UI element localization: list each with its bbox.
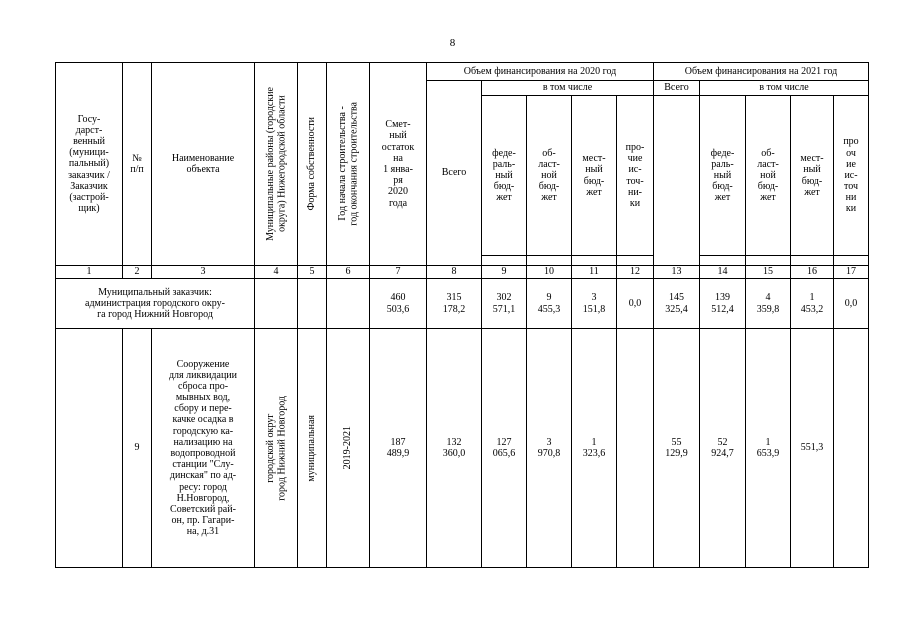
header-fin-2021: Объем финансирования на 2021 год bbox=[654, 63, 869, 81]
column-number: 15 bbox=[746, 266, 791, 279]
column-number: 17 bbox=[834, 266, 869, 279]
header-federal-2020: феде- раль- ный бюд- жет bbox=[482, 96, 527, 256]
column-number: 2 bbox=[123, 266, 152, 279]
summary-empty bbox=[298, 279, 327, 329]
object-federal-2020: 127 065,6 bbox=[482, 329, 527, 568]
column-number: 14 bbox=[700, 266, 746, 279]
header-spacer bbox=[617, 256, 654, 266]
summary-row bbox=[56, 279, 869, 329]
column-number: 5 bbox=[298, 266, 327, 279]
object-ownership: муниципальная bbox=[298, 329, 327, 568]
column-number: 8 bbox=[427, 266, 482, 279]
column-number: 9 bbox=[482, 266, 527, 279]
column-number: 6 bbox=[327, 266, 370, 279]
header-incl-2021: в том числе bbox=[700, 81, 869, 96]
column-number-row bbox=[56, 266, 869, 279]
column-number: 1 bbox=[56, 266, 123, 279]
column-number: 3 bbox=[152, 266, 255, 279]
summary-total-2020: 315 178,2 bbox=[427, 279, 482, 329]
object-regional-2020: 3 970,8 bbox=[527, 329, 572, 568]
summary-other-2021: 0,0 bbox=[834, 279, 869, 329]
summary-other-2020: 0,0 bbox=[617, 279, 654, 329]
object-balance: 187 489,9 bbox=[370, 329, 427, 568]
column-number: 10 bbox=[527, 266, 572, 279]
page-number: 8 bbox=[449, 37, 456, 49]
object-local-2020: 1 323,6 bbox=[572, 329, 617, 568]
object-federal-2021: 52 924,7 bbox=[700, 329, 746, 568]
header-regional-2020: об- ласт- ной бюд- жет bbox=[527, 96, 572, 256]
header-local-2021: мест- ный бюд- жет bbox=[791, 96, 834, 256]
header-number: № п/п bbox=[123, 63, 152, 266]
header-spacer bbox=[700, 256, 746, 266]
column-number: 13 bbox=[654, 266, 700, 279]
header-total-2021: Всего bbox=[654, 81, 700, 96]
column-number: 12 bbox=[617, 266, 654, 279]
summary-local-2021: 1 453,2 bbox=[791, 279, 834, 329]
column-number: 7 bbox=[370, 266, 427, 279]
header-years: Год начала строительства - год окончания строительства bbox=[327, 63, 370, 266]
header-federal-2021: феде- раль- ный бюд- жет bbox=[700, 96, 746, 256]
header-spacer bbox=[482, 256, 527, 266]
header-incl-2020: в том числе bbox=[482, 81, 654, 96]
header-local-2020: мест- ный бюд- жет bbox=[572, 96, 617, 256]
summary-regional-2020: 9 455,3 bbox=[527, 279, 572, 329]
header-fin-2020: Объем финансирования на 2020 год bbox=[427, 63, 654, 81]
summary-empty bbox=[255, 279, 298, 329]
header-regional-2021: об- ласт- ной бюд- жет bbox=[746, 96, 791, 256]
summary-regional-2021: 4 359,8 bbox=[746, 279, 791, 329]
object-district: городской округ город Нижний Новгород bbox=[255, 329, 298, 568]
header-total-2020: Всего bbox=[427, 81, 482, 266]
column-number: 11 bbox=[572, 266, 617, 279]
object-local-2021: 551,3 bbox=[791, 329, 834, 568]
column-number: 4 bbox=[255, 266, 298, 279]
header-spacer bbox=[572, 256, 617, 266]
summary-customer: Муниципальный заказчик: администрация городского окру- га город Нижний Новгород bbox=[56, 279, 255, 329]
header-total-2021-body bbox=[654, 96, 700, 266]
header-other-2021: про оч ие ис- точ ни ки bbox=[834, 96, 869, 256]
column-number: 16 bbox=[791, 266, 834, 279]
header-spacer bbox=[834, 256, 869, 266]
financing-table bbox=[55, 62, 869, 568]
object-total-2020: 132 360,0 bbox=[427, 329, 482, 568]
summary-local-2020: 3 151,8 bbox=[572, 279, 617, 329]
header-spacer bbox=[527, 256, 572, 266]
header-other-2020: про- чие ис- точ- ни- ки bbox=[617, 96, 654, 256]
object-customer bbox=[56, 329, 123, 568]
header-spacer bbox=[746, 256, 791, 266]
summary-federal-2021: 139 512,4 bbox=[700, 279, 746, 329]
header-balance: Смет- ный остаток на 1 янва- ря 2020 года bbox=[370, 63, 427, 266]
header-ownership: Форма собственности bbox=[298, 63, 327, 266]
summary-balance: 460 503,6 bbox=[370, 279, 427, 329]
summary-total-2021: 145 325,4 bbox=[654, 279, 700, 329]
object-total-2021: 55 129,9 bbox=[654, 329, 700, 568]
object-other-2020 bbox=[617, 329, 654, 568]
summary-empty bbox=[327, 279, 370, 329]
header-customer: Госу- дарст- венный (муници- пальный) заказчик / Заказчик (застрой- щик) bbox=[56, 63, 123, 266]
object-number: 9 bbox=[123, 329, 152, 568]
object-row bbox=[56, 329, 869, 568]
object-years: 2019-2021 bbox=[327, 329, 370, 568]
object-regional-2021: 1 653,9 bbox=[746, 329, 791, 568]
object-name: Сооружение для ликвидации сброса про- мывных вод, сбору и пере- качке осадка в городскую ка- нализацию на водопроводной станции "Слу- динская" по ад- ресу: город Н.Новгород, Советский рай- он, пр. Гагари- на, д.31 bbox=[152, 329, 255, 568]
header-object-name: Наименование объекта bbox=[152, 63, 255, 266]
header-districts: Муниципальные районы (городские округа) Нижегородской области bbox=[255, 63, 298, 266]
summary-federal-2020: 302 571,1 bbox=[482, 279, 527, 329]
header-spacer bbox=[791, 256, 834, 266]
object-other-2021 bbox=[834, 329, 869, 568]
